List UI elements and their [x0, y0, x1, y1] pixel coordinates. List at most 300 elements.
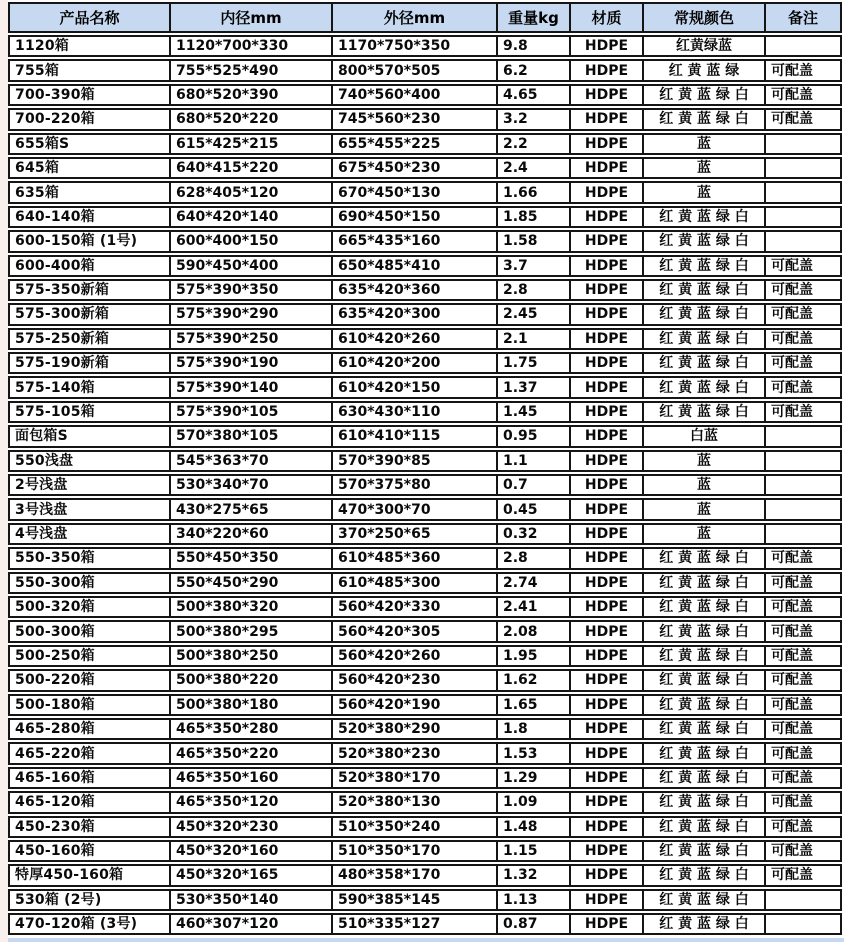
cell-outer-size: 670*450*130	[331, 181, 496, 203]
cell-colors: 红 黄 蓝 绿 白	[642, 840, 764, 862]
cell-outer-size: 745*560*230	[331, 108, 496, 130]
cell-inner-size: 600*400*150	[169, 230, 331, 252]
cell-product-name: 600-150箱 (1号)	[8, 230, 169, 252]
cell-colors: 红 黄 蓝 绿 白	[642, 889, 764, 911]
cell-inner-size: 530*340*70	[169, 474, 331, 496]
cell-product-name: 550浅盘	[8, 450, 169, 472]
cell-product-name: 465-220箱	[8, 742, 169, 764]
cell-note: 可配盖	[764, 547, 842, 569]
table-row	[8, 352, 842, 374]
cell-colors: 蓝	[642, 474, 764, 496]
cell-weight: 1.85	[496, 206, 569, 228]
table-row	[8, 401, 842, 423]
cell-material: HDPE	[569, 181, 642, 203]
cell-outer-size: 560*420*305	[331, 620, 496, 642]
table-row	[8, 840, 842, 862]
cell-outer-size: 740*560*400	[331, 84, 496, 106]
cell-inner-size: 465*350*120	[169, 791, 331, 813]
table-row	[8, 620, 842, 642]
table-row	[8, 547, 842, 569]
cell-note	[764, 35, 842, 57]
cell-inner-size: 640*420*140	[169, 206, 331, 228]
cell-weight: 2.1	[496, 328, 569, 350]
cell-note: 可配盖	[764, 84, 842, 106]
cell-inner-size: 460*307*120	[169, 913, 331, 935]
cell-outer-size: 510*335*127	[331, 913, 496, 935]
cell-outer-size: 480*358*170	[331, 864, 496, 886]
cell-outer-size: 560*420*330	[331, 596, 496, 618]
cell-material: HDPE	[569, 864, 642, 886]
cell-outer-size: 610*420*200	[331, 352, 496, 374]
cell-material: HDPE	[569, 913, 642, 935]
cell-product-name: 面包箱S	[8, 425, 169, 447]
cell-weight: 2.8	[496, 547, 569, 569]
cell-note	[764, 498, 842, 520]
cell-product-name: 700-220箱	[8, 108, 169, 130]
table-row	[8, 694, 842, 716]
cell-outer-size: 590*385*145	[331, 889, 496, 911]
cell-note	[764, 913, 842, 935]
cell-outer-size: 675*450*230	[331, 157, 496, 179]
cell-inner-size: 590*450*400	[169, 255, 331, 277]
cell-note: 可配盖	[764, 669, 842, 691]
cell-product-name: 635箱	[8, 181, 169, 203]
cell-outer-size: 560*420*190	[331, 694, 496, 716]
cell-colors: 红 黄 蓝 绿 白	[642, 376, 764, 398]
cell-outer-size: 370*250*65	[331, 523, 496, 545]
cell-product-name: 575-190新箱	[8, 352, 169, 374]
cell-product-name: 755箱	[8, 59, 169, 81]
cell-product-name: 645箱	[8, 157, 169, 179]
table-row	[8, 328, 842, 350]
cell-colors: 白蓝	[642, 425, 764, 447]
cell-note	[764, 230, 842, 252]
cell-inner-size: 430*275*65	[169, 498, 331, 520]
cell-weight: 3.2	[496, 108, 569, 130]
cell-product-name: 550-300箱	[8, 572, 169, 594]
table-row	[8, 84, 842, 106]
cell-weight: 1.53	[496, 742, 569, 764]
cell-material: HDPE	[569, 596, 642, 618]
cell-colors: 红 黄 蓝 绿 白	[642, 645, 764, 667]
cell-note	[764, 133, 842, 155]
table-row	[8, 181, 842, 203]
table-row	[8, 35, 842, 57]
cell-note: 可配盖	[764, 376, 842, 398]
cell-product-name: 465-280箱	[8, 718, 169, 740]
cell-material: HDPE	[569, 718, 642, 740]
cell-weight: 2.74	[496, 572, 569, 594]
cell-inner-size: 1120*700*330	[169, 35, 331, 57]
cell-weight: 2.4	[496, 157, 569, 179]
table-row	[8, 376, 842, 398]
cell-weight: 2.45	[496, 303, 569, 325]
cell-note: 可配盖	[764, 572, 842, 594]
cell-colors: 红黄绿蓝	[642, 35, 764, 57]
column-header-weight: 重量kg	[496, 2, 569, 33]
cell-colors: 蓝	[642, 523, 764, 545]
cell-product-name: 700-390箱	[8, 84, 169, 106]
cell-material: HDPE	[569, 59, 642, 81]
cell-weight: 3.7	[496, 255, 569, 277]
cell-note	[764, 889, 842, 911]
cell-colors: 红 黄 蓝 绿 白	[642, 669, 764, 691]
table-row	[8, 303, 842, 325]
cell-note	[764, 181, 842, 203]
table-row	[8, 474, 842, 496]
cell-outer-size: 630*430*110	[331, 401, 496, 423]
cell-outer-size: 570*375*80	[331, 474, 496, 496]
cell-outer-size: 610*410*115	[331, 425, 496, 447]
cell-outer-size: 570*390*85	[331, 450, 496, 472]
cell-note: 可配盖	[764, 620, 842, 642]
cell-weight: 1.65	[496, 694, 569, 716]
cell-note: 可配盖	[764, 864, 842, 886]
cell-colors: 红 黄 蓝 绿 白	[642, 279, 764, 301]
cell-inner-size: 680*520*220	[169, 108, 331, 130]
cell-note: 可配盖	[764, 645, 842, 667]
cell-material: HDPE	[569, 133, 642, 155]
table-row	[8, 572, 842, 594]
product-spec-table	[8, 0, 842, 937]
cell-inner-size: 575*390*290	[169, 303, 331, 325]
cell-product-name: 特厚450-160箱	[8, 864, 169, 886]
cell-product-name: 450-230箱	[8, 816, 169, 838]
cell-weight: 4.65	[496, 84, 569, 106]
cell-outer-size: 635*420*360	[331, 279, 496, 301]
cell-weight: 0.7	[496, 474, 569, 496]
column-header-colors: 常规颜色	[642, 2, 764, 33]
cell-weight: 1.09	[496, 791, 569, 813]
cell-product-name: 450-160箱	[8, 840, 169, 862]
cell-colors: 红 黄 蓝 绿 白	[642, 913, 764, 935]
cell-colors: 红 黄 蓝 绿 白	[642, 84, 764, 106]
cell-colors: 红 黄 蓝 绿 白	[642, 547, 764, 569]
cell-colors: 红 黄 蓝 绿 白	[642, 767, 764, 789]
cell-inner-size: 450*320*165	[169, 864, 331, 886]
table-row	[8, 767, 842, 789]
cell-product-name: 640-140箱	[8, 206, 169, 228]
cell-product-name: 655箱S	[8, 133, 169, 155]
cell-weight: 1.45	[496, 401, 569, 423]
cell-inner-size: 500*380*295	[169, 620, 331, 642]
cell-material: HDPE	[569, 255, 642, 277]
cell-note: 可配盖	[764, 742, 842, 764]
next-row-top-edge	[8, 938, 844, 942]
cell-inner-size: 755*525*490	[169, 59, 331, 81]
page-left-margin	[0, 0, 8, 942]
cell-note: 可配盖	[764, 816, 842, 838]
cell-material: HDPE	[569, 816, 642, 838]
cell-note: 可配盖	[764, 401, 842, 423]
table-row	[8, 742, 842, 764]
cell-outer-size: 635*420*300	[331, 303, 496, 325]
table-row	[8, 450, 842, 472]
cell-product-name: 500-300箱	[8, 620, 169, 642]
cell-outer-size: 1170*750*350	[331, 35, 496, 57]
cell-note: 可配盖	[764, 352, 842, 374]
cell-weight: 1.66	[496, 181, 569, 203]
cell-outer-size: 470*300*70	[331, 498, 496, 520]
cell-material: HDPE	[569, 84, 642, 106]
cell-inner-size: 450*320*230	[169, 816, 331, 838]
cell-inner-size: 680*520*390	[169, 84, 331, 106]
cell-outer-size: 510*350*170	[331, 840, 496, 862]
table-row	[8, 596, 842, 618]
column-header-product-name: 产品名称	[8, 2, 169, 33]
cell-colors: 红 黄 蓝 绿 白	[642, 694, 764, 716]
cell-product-name: 500-320箱	[8, 596, 169, 618]
cell-material: HDPE	[569, 669, 642, 691]
cell-note	[764, 450, 842, 472]
cell-note	[764, 206, 842, 228]
cell-product-name: 575-250新箱	[8, 328, 169, 350]
cell-colors: 红 黄 蓝 绿 白	[642, 864, 764, 886]
cell-colors: 红 黄 蓝 绿 白	[642, 816, 764, 838]
cell-material: HDPE	[569, 840, 642, 862]
cell-weight: 2.41	[496, 596, 569, 618]
cell-outer-size: 520*380*230	[331, 742, 496, 764]
table-row	[8, 791, 842, 813]
table-row	[8, 59, 842, 81]
cell-product-name: 465-160箱	[8, 767, 169, 789]
cell-product-name: 575-140箱	[8, 376, 169, 398]
column-header-inner-size: 内径mm	[169, 2, 331, 33]
cell-weight: 1.1	[496, 450, 569, 472]
cell-material: HDPE	[569, 35, 642, 57]
cell-colors: 蓝	[642, 450, 764, 472]
cell-inner-size: 530*350*140	[169, 889, 331, 911]
cell-product-name: 4号浅盘	[8, 523, 169, 545]
cell-weight: 0.32	[496, 523, 569, 545]
cell-material: HDPE	[569, 889, 642, 911]
column-header-note: 备注	[764, 2, 842, 33]
cell-inner-size: 575*390*105	[169, 401, 331, 423]
cell-weight: 1.15	[496, 840, 569, 862]
cell-material: HDPE	[569, 791, 642, 813]
cell-inner-size: 465*350*280	[169, 718, 331, 740]
table-row	[8, 279, 842, 301]
cell-inner-size: 570*380*105	[169, 425, 331, 447]
cell-product-name: 2号浅盘	[8, 474, 169, 496]
cell-weight: 1.48	[496, 816, 569, 838]
table-row	[8, 718, 842, 740]
cell-weight: 2.08	[496, 620, 569, 642]
cell-material: HDPE	[569, 108, 642, 130]
cell-inner-size: 575*390*350	[169, 279, 331, 301]
cell-inner-size: 500*380*320	[169, 596, 331, 618]
cell-inner-size: 615*425*215	[169, 133, 331, 155]
cell-inner-size: 545*363*70	[169, 450, 331, 472]
cell-note: 可配盖	[764, 767, 842, 789]
table-row	[8, 498, 842, 520]
cell-colors: 红 黄 蓝 绿 白	[642, 230, 764, 252]
cell-product-name: 575-300新箱	[8, 303, 169, 325]
cell-inner-size: 550*450*290	[169, 572, 331, 594]
cell-material: HDPE	[569, 157, 642, 179]
cell-inner-size: 640*415*220	[169, 157, 331, 179]
cell-material: HDPE	[569, 206, 642, 228]
cell-colors: 红 黄 蓝 绿 白	[642, 742, 764, 764]
cell-inner-size: 500*380*220	[169, 669, 331, 691]
cell-weight: 1.37	[496, 376, 569, 398]
cell-note	[764, 425, 842, 447]
cell-inner-size: 465*350*160	[169, 767, 331, 789]
cell-note: 可配盖	[764, 791, 842, 813]
cell-weight: 1.62	[496, 669, 569, 691]
cell-material: HDPE	[569, 694, 642, 716]
cell-note	[764, 474, 842, 496]
column-header-outer-size: 外径mm	[331, 2, 496, 33]
table-row	[8, 645, 842, 667]
cell-product-name: 470-120箱 (3号)	[8, 913, 169, 935]
cell-note: 可配盖	[764, 328, 842, 350]
cell-material: HDPE	[569, 767, 642, 789]
cell-weight: 1.58	[496, 230, 569, 252]
cell-inner-size: 450*320*160	[169, 840, 331, 862]
cell-colors: 红 黄 蓝 绿 白	[642, 206, 764, 228]
table-row	[8, 913, 842, 935]
cell-note: 可配盖	[764, 59, 842, 81]
cell-weight: 1.32	[496, 864, 569, 886]
cell-material: HDPE	[569, 620, 642, 642]
cell-weight: 6.2	[496, 59, 569, 81]
cell-weight: 9.8	[496, 35, 569, 57]
cell-material: HDPE	[569, 303, 642, 325]
table-row	[8, 230, 842, 252]
cell-colors: 红 黄 蓝 绿	[642, 59, 764, 81]
cell-colors: 红 黄 蓝 绿 白	[642, 328, 764, 350]
cell-product-name: 500-220箱	[8, 669, 169, 691]
header-row	[8, 2, 842, 33]
cell-note: 可配盖	[764, 255, 842, 277]
cell-outer-size: 520*380*130	[331, 791, 496, 813]
cell-outer-size: 520*380*290	[331, 718, 496, 740]
cell-colors: 红 黄 蓝 绿 白	[642, 401, 764, 423]
cell-note: 可配盖	[764, 303, 842, 325]
cell-material: HDPE	[569, 401, 642, 423]
table-row	[8, 889, 842, 911]
cell-inner-size: 465*350*220	[169, 742, 331, 764]
cell-outer-size: 800*570*505	[331, 59, 496, 81]
cell-weight: 1.13	[496, 889, 569, 911]
cell-material: HDPE	[569, 376, 642, 398]
cell-weight: 0.45	[496, 498, 569, 520]
table-row	[8, 523, 842, 545]
cell-colors: 红 黄 蓝 绿 白	[642, 352, 764, 374]
cell-note: 可配盖	[764, 279, 842, 301]
cell-colors: 蓝	[642, 157, 764, 179]
table-row	[8, 816, 842, 838]
cell-product-name: 465-120箱	[8, 791, 169, 813]
cell-weight: 0.95	[496, 425, 569, 447]
cell-outer-size: 650*485*410	[331, 255, 496, 277]
cell-note: 可配盖	[764, 108, 842, 130]
cell-material: HDPE	[569, 645, 642, 667]
cell-weight: 2.8	[496, 279, 569, 301]
cell-product-name: 500-180箱	[8, 694, 169, 716]
cell-product-name: 550-350箱	[8, 547, 169, 569]
cell-material: HDPE	[569, 547, 642, 569]
cell-material: HDPE	[569, 474, 642, 496]
cell-material: HDPE	[569, 328, 642, 350]
cell-weight: 2.2	[496, 133, 569, 155]
cell-product-name: 575-105箱	[8, 401, 169, 423]
cell-colors: 红 黄 蓝 绿 白	[642, 303, 764, 325]
cell-inner-size: 340*220*60	[169, 523, 331, 545]
cell-inner-size: 575*390*190	[169, 352, 331, 374]
cell-product-name: 530箱 (2号)	[8, 889, 169, 911]
cell-note: 可配盖	[764, 718, 842, 740]
table-row	[8, 425, 842, 447]
cell-inner-size: 550*450*350	[169, 547, 331, 569]
cell-material: HDPE	[569, 742, 642, 764]
cell-material: HDPE	[569, 572, 642, 594]
cell-outer-size: 610*485*360	[331, 547, 496, 569]
cell-product-name: 600-400箱	[8, 255, 169, 277]
cell-outer-size: 610*420*150	[331, 376, 496, 398]
cell-outer-size: 655*455*225	[331, 133, 496, 155]
cell-outer-size: 560*420*260	[331, 645, 496, 667]
cell-outer-size: 510*350*240	[331, 816, 496, 838]
cell-colors: 红 黄 蓝 绿 白	[642, 596, 764, 618]
cell-note	[764, 157, 842, 179]
cell-note: 可配盖	[764, 596, 842, 618]
cell-weight: 0.87	[496, 913, 569, 935]
cell-colors: 蓝	[642, 498, 764, 520]
cell-colors: 蓝	[642, 181, 764, 203]
column-header-material: 材质	[569, 2, 642, 33]
cell-note	[764, 523, 842, 545]
cell-weight: 1.95	[496, 645, 569, 667]
cell-note: 可配盖	[764, 840, 842, 862]
table-row	[8, 133, 842, 155]
cell-material: HDPE	[569, 450, 642, 472]
cell-outer-size: 610*420*260	[331, 328, 496, 350]
cell-weight: 1.8	[496, 718, 569, 740]
table-row	[8, 864, 842, 886]
cell-outer-size: 560*420*230	[331, 669, 496, 691]
cell-weight: 1.29	[496, 767, 569, 789]
cell-colors: 红 黄 蓝 绿 白	[642, 572, 764, 594]
cell-material: HDPE	[569, 230, 642, 252]
cell-inner-size: 575*390*140	[169, 376, 331, 398]
cell-outer-size: 665*435*160	[331, 230, 496, 252]
cell-colors: 蓝	[642, 133, 764, 155]
cell-product-name: 1120箱	[8, 35, 169, 57]
cell-colors: 红 黄 蓝 绿 白	[642, 718, 764, 740]
table-row	[8, 669, 842, 691]
cell-product-name: 575-350新箱	[8, 279, 169, 301]
cell-material: HDPE	[569, 425, 642, 447]
cell-material: HDPE	[569, 498, 642, 520]
cell-colors: 红 黄 蓝 绿 白	[642, 791, 764, 813]
cell-product-name: 500-250箱	[8, 645, 169, 667]
cell-colors: 红 黄 蓝 绿 白	[642, 255, 764, 277]
cell-material: HDPE	[569, 352, 642, 374]
cell-note: 可配盖	[764, 694, 842, 716]
cell-outer-size: 520*380*170	[331, 767, 496, 789]
table-row	[8, 108, 842, 130]
cell-material: HDPE	[569, 279, 642, 301]
cell-product-name: 3号浅盘	[8, 498, 169, 520]
cell-inner-size: 500*380*250	[169, 645, 331, 667]
cell-outer-size: 610*485*300	[331, 572, 496, 594]
cell-material: HDPE	[569, 523, 642, 545]
table-row	[8, 206, 842, 228]
cell-outer-size: 690*450*150	[331, 206, 496, 228]
table-row	[8, 255, 842, 277]
